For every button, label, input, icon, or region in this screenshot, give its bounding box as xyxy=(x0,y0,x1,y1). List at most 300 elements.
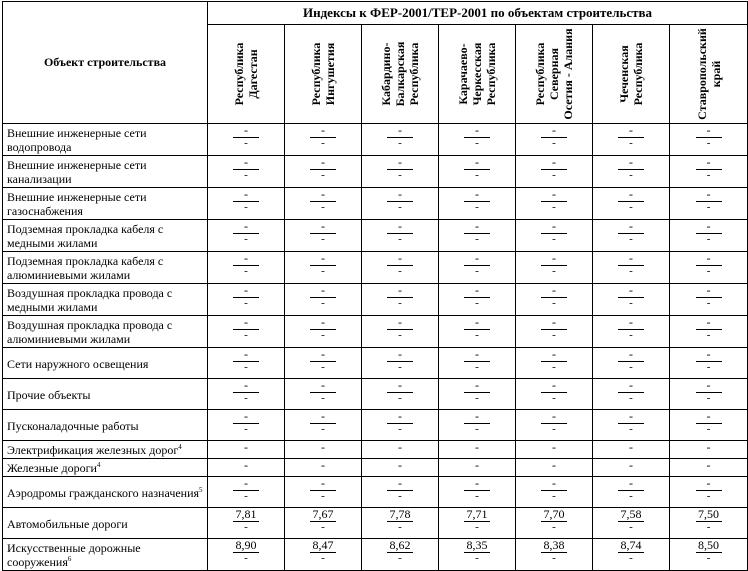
table-row xyxy=(3,220,748,252)
index-numerator: - xyxy=(629,458,633,472)
index-denominator: - xyxy=(552,361,556,373)
index-denominator: - xyxy=(475,423,479,435)
index-numerator: - xyxy=(310,124,336,138)
index-numerator: - xyxy=(541,252,567,266)
index-value-cell xyxy=(208,220,285,252)
index-denominator: - xyxy=(552,552,556,564)
index-denominator: - xyxy=(629,329,633,341)
index-denominator: - xyxy=(629,233,633,245)
index-numerator: 7,67 xyxy=(310,508,336,522)
index-denominator: - xyxy=(706,233,711,245)
table-row xyxy=(3,284,748,316)
index-value-cell xyxy=(670,316,748,348)
index-value-cell xyxy=(516,220,593,252)
index-value-cell xyxy=(439,410,516,441)
index-value-cell xyxy=(593,188,670,220)
index-value-cell xyxy=(516,188,593,220)
index-denominator: - xyxy=(629,552,633,564)
index-value-cell xyxy=(208,508,285,539)
object-name: Искусственные дорожные сооружения xyxy=(7,541,141,569)
object-name: Пусконаладочные работы xyxy=(7,418,139,433)
index-numerator: - xyxy=(387,379,413,393)
index-numerator: - xyxy=(233,156,259,170)
index-value-cell xyxy=(439,459,516,477)
index-value-cell xyxy=(362,539,439,571)
index-denominator: - xyxy=(706,137,711,149)
index-numerator: - xyxy=(233,188,259,202)
index-denominator: - xyxy=(321,552,325,564)
index-denominator: - xyxy=(398,233,402,245)
table-row xyxy=(3,508,748,539)
footnote-mark: 4 xyxy=(96,461,101,469)
index-numerator: - xyxy=(310,220,336,234)
object-name-cell xyxy=(3,348,208,379)
index-denominator: - xyxy=(321,521,325,533)
region-column-label: Республика Северная Осетия - Алания xyxy=(533,28,575,120)
index-value-cell xyxy=(362,348,439,379)
index-value-cell xyxy=(439,379,516,410)
index-numerator: - xyxy=(618,477,644,491)
index-denominator: - xyxy=(398,137,402,149)
index-value-cell xyxy=(208,477,285,508)
index-value-cell xyxy=(208,441,285,459)
index-numerator: - xyxy=(387,284,413,298)
index-denominator: - xyxy=(706,265,711,277)
index-numerator: - xyxy=(629,440,633,454)
index-numerator: - xyxy=(464,410,490,424)
index-denominator: - xyxy=(398,297,402,309)
index-value-cell xyxy=(285,188,362,220)
index-denominator: - xyxy=(244,521,248,533)
region-column-label: Ставропольский край xyxy=(694,28,723,120)
index-numerator: - xyxy=(310,477,336,491)
index-value-cell xyxy=(670,284,748,316)
index-numerator: 8,47 xyxy=(310,539,336,553)
object-name: Воздушная прокладка провода с алюминиевыми жилами xyxy=(7,318,173,346)
index-value-cell xyxy=(208,156,285,188)
index-numerator: - xyxy=(233,379,259,393)
index-numerator: - xyxy=(618,156,644,170)
index-value-cell xyxy=(362,410,439,441)
index-numerator: - xyxy=(475,440,479,454)
region-column-header xyxy=(670,25,748,124)
index-numerator: - xyxy=(552,440,556,454)
index-denominator: - xyxy=(398,423,402,435)
index-value-cell xyxy=(670,348,748,379)
index-numerator: - xyxy=(464,379,490,393)
index-value-cell xyxy=(593,477,670,508)
object-name-cell xyxy=(3,252,208,284)
index-denominator: - xyxy=(552,297,556,309)
index-value-cell xyxy=(516,379,593,410)
object-name-cell xyxy=(3,459,208,477)
index-numerator: - xyxy=(696,410,722,424)
footnote-mark: 5 xyxy=(199,485,203,494)
index-numerator: - xyxy=(696,220,722,234)
index-denominator: - xyxy=(552,201,556,213)
index-numerator: - xyxy=(464,348,490,362)
index-denominator: - xyxy=(706,423,711,435)
index-numerator: - xyxy=(233,316,259,330)
index-denominator: - xyxy=(475,137,479,149)
index-value-cell xyxy=(439,252,516,284)
region-column-label: Республика Дагестан xyxy=(232,42,260,106)
index-denominator: - xyxy=(321,137,325,149)
index-value-cell xyxy=(285,379,362,410)
index-denominator: - xyxy=(629,490,633,502)
index-value-cell xyxy=(285,508,362,539)
index-denominator: - xyxy=(398,361,402,373)
index-numerator: - xyxy=(618,220,644,234)
index-value-cell xyxy=(362,316,439,348)
index-numerator: - xyxy=(706,458,711,472)
index-value-cell xyxy=(285,348,362,379)
index-numerator: - xyxy=(618,348,644,362)
index-numerator: - xyxy=(398,458,402,472)
object-column-label: Объект строительства xyxy=(43,55,167,69)
index-value-cell xyxy=(362,124,439,156)
index-value-cell xyxy=(439,284,516,316)
group-title-header xyxy=(208,2,748,25)
index-value-cell xyxy=(285,316,362,348)
table-row xyxy=(3,188,748,220)
index-numerator: - xyxy=(696,252,722,266)
index-denominator: - xyxy=(321,392,325,404)
index-denominator: - xyxy=(629,297,633,309)
object-name-cell xyxy=(3,156,208,188)
index-numerator: - xyxy=(541,188,567,202)
index-denominator: - xyxy=(552,265,556,277)
index-denominator: - xyxy=(706,552,711,564)
index-value-cell xyxy=(285,477,362,508)
object-name: Железные дороги xyxy=(7,461,97,475)
index-numerator: - xyxy=(696,348,722,362)
index-numerator: - xyxy=(552,458,556,472)
index-value-cell xyxy=(593,410,670,441)
index-numerator: - xyxy=(387,348,413,362)
index-numerator: - xyxy=(233,410,259,424)
index-numerator: - xyxy=(310,410,336,424)
index-value-cell xyxy=(285,441,362,459)
index-numerator: 7,58 xyxy=(618,508,644,522)
index-denominator: - xyxy=(321,329,325,341)
index-denominator: - xyxy=(552,329,556,341)
index-numerator: - xyxy=(310,156,336,170)
index-value-cell xyxy=(593,348,670,379)
index-value-cell xyxy=(208,284,285,316)
index-numerator: - xyxy=(618,124,644,138)
index-value-cell xyxy=(285,220,362,252)
index-numerator: - xyxy=(310,252,336,266)
index-value-cell xyxy=(670,252,748,284)
object-name-cell xyxy=(3,477,208,508)
index-value-cell xyxy=(285,156,362,188)
table-body xyxy=(3,124,748,571)
index-numerator: - xyxy=(244,440,248,454)
index-value-cell xyxy=(362,508,439,539)
index-numerator: 8,38 xyxy=(541,539,567,553)
index-value-cell xyxy=(593,156,670,188)
index-denominator: - xyxy=(629,423,633,435)
index-numerator: - xyxy=(387,188,413,202)
index-value-cell xyxy=(516,477,593,508)
index-denominator: - xyxy=(244,233,248,245)
object-name-cell xyxy=(3,379,208,410)
index-numerator: - xyxy=(387,124,413,138)
table-row xyxy=(3,459,748,477)
table-row xyxy=(3,252,748,284)
index-numerator: - xyxy=(541,379,567,393)
index-denominator: - xyxy=(706,297,711,309)
index-value-cell xyxy=(439,477,516,508)
index-numerator: - xyxy=(541,156,567,170)
index-value-cell xyxy=(516,410,593,441)
index-value-cell xyxy=(362,252,439,284)
index-numerator: 8,90 xyxy=(233,539,259,553)
index-numerator: - xyxy=(233,124,259,138)
index-value-cell xyxy=(593,441,670,459)
index-numerator: - xyxy=(387,156,413,170)
index-denominator: - xyxy=(706,201,711,213)
index-numerator: - xyxy=(321,458,325,472)
table-row xyxy=(3,441,748,459)
index-numerator: - xyxy=(387,477,413,491)
index-value-cell xyxy=(439,220,516,252)
index-denominator: - xyxy=(244,392,248,404)
index-numerator: - xyxy=(696,188,722,202)
index-numerator: - xyxy=(475,458,479,472)
index-value-cell xyxy=(516,156,593,188)
index-table xyxy=(2,1,748,571)
index-denominator: - xyxy=(552,423,556,435)
index-denominator: - xyxy=(244,490,248,502)
index-denominator: - xyxy=(475,329,479,341)
index-denominator: - xyxy=(321,361,325,373)
object-name: Сети наружного освещения xyxy=(7,356,149,371)
index-value-cell xyxy=(208,124,285,156)
index-denominator: - xyxy=(398,521,402,533)
index-denominator: - xyxy=(706,392,711,404)
index-value-cell xyxy=(362,284,439,316)
index-value-cell xyxy=(670,410,748,441)
index-numerator: - xyxy=(541,124,567,138)
region-column-header xyxy=(208,25,285,124)
index-numerator: - xyxy=(310,284,336,298)
index-value-cell xyxy=(208,459,285,477)
index-numerator: - xyxy=(310,348,336,362)
index-denominator: - xyxy=(706,361,711,373)
index-denominator: - xyxy=(398,201,402,213)
index-denominator: - xyxy=(244,297,248,309)
table-row xyxy=(3,539,748,571)
index-denominator: - xyxy=(475,490,479,502)
index-denominator: - xyxy=(321,490,325,502)
index-denominator: - xyxy=(552,169,556,181)
table-row xyxy=(3,477,748,508)
index-numerator: - xyxy=(696,379,722,393)
index-denominator: - xyxy=(629,392,633,404)
index-numerator: - xyxy=(233,477,259,491)
index-value-cell xyxy=(285,252,362,284)
index-denominator: - xyxy=(475,233,479,245)
index-numerator: - xyxy=(233,252,259,266)
index-numerator: - xyxy=(696,156,722,170)
index-denominator: - xyxy=(475,521,479,533)
object-name: Воздушная прокладка провода с медными жилами xyxy=(7,286,173,314)
index-denominator: - xyxy=(321,233,325,245)
table-row xyxy=(3,156,748,188)
index-value-cell xyxy=(516,508,593,539)
index-numerator: - xyxy=(387,410,413,424)
index-value-cell xyxy=(670,508,748,539)
object-name: Подземная прокладка кабеля с алюминиевыми жилами xyxy=(7,254,164,282)
index-denominator: - xyxy=(244,169,248,181)
index-numerator: - xyxy=(541,410,567,424)
index-value-cell xyxy=(362,459,439,477)
index-numerator: - xyxy=(310,316,336,330)
index-numerator: - xyxy=(310,379,336,393)
index-numerator: 7,50 xyxy=(696,508,722,522)
index-denominator: - xyxy=(629,521,633,533)
index-numerator: - xyxy=(398,440,402,454)
index-denominator: - xyxy=(398,329,402,341)
index-denominator: - xyxy=(629,137,633,149)
index-value-cell xyxy=(670,379,748,410)
index-numerator: - xyxy=(233,348,259,362)
index-denominator: - xyxy=(629,201,633,213)
index-denominator: - xyxy=(244,329,248,341)
index-numerator: - xyxy=(696,477,722,491)
index-value-cell xyxy=(593,508,670,539)
index-numerator: - xyxy=(706,440,711,454)
index-value-cell xyxy=(516,124,593,156)
index-value-cell xyxy=(516,441,593,459)
index-denominator: - xyxy=(244,552,248,564)
object-column-header xyxy=(3,2,208,124)
index-denominator: - xyxy=(552,521,556,533)
index-denominator: - xyxy=(321,297,325,309)
index-numerator: - xyxy=(387,316,413,330)
index-value-cell xyxy=(208,379,285,410)
index-denominator: - xyxy=(475,392,479,404)
index-numerator: 7,70 xyxy=(541,508,567,522)
index-value-cell xyxy=(208,252,285,284)
index-denominator: - xyxy=(321,265,325,277)
index-value-cell xyxy=(439,156,516,188)
index-numerator: - xyxy=(541,477,567,491)
index-numerator: - xyxy=(618,252,644,266)
index-denominator: - xyxy=(552,490,556,502)
index-numerator: - xyxy=(464,188,490,202)
index-value-cell xyxy=(439,539,516,571)
index-numerator: - xyxy=(541,284,567,298)
index-value-cell xyxy=(439,188,516,220)
table-row xyxy=(3,316,748,348)
index-value-cell xyxy=(439,124,516,156)
index-denominator: - xyxy=(244,201,248,213)
index-numerator: - xyxy=(541,316,567,330)
index-numerator: - xyxy=(321,440,325,454)
object-name-cell xyxy=(3,410,208,441)
index-denominator: - xyxy=(244,265,248,277)
index-numerator: - xyxy=(696,316,722,330)
index-value-cell xyxy=(362,477,439,508)
index-value-cell xyxy=(670,459,748,477)
index-value-cell xyxy=(208,410,285,441)
object-name: Электрификация железных дорог xyxy=(7,443,179,457)
index-numerator: 8,50 xyxy=(696,539,722,553)
index-denominator: - xyxy=(475,552,479,564)
index-value-cell xyxy=(670,188,748,220)
index-denominator: - xyxy=(398,169,402,181)
index-numerator: 7,78 xyxy=(387,508,413,522)
index-value-cell xyxy=(208,348,285,379)
object-name: Внешние инженерные сети канализации xyxy=(7,158,147,186)
index-value-cell xyxy=(362,188,439,220)
index-numerator: - xyxy=(464,124,490,138)
index-denominator: - xyxy=(552,137,556,149)
index-value-cell xyxy=(285,124,362,156)
index-value-cell xyxy=(516,252,593,284)
group-title: Индексы к ФЕР-2001/ТЕР-2001 по объектам строительства xyxy=(303,5,653,20)
index-numerator: - xyxy=(233,220,259,234)
index-numerator: - xyxy=(310,188,336,202)
object-name-cell xyxy=(3,441,208,459)
index-numerator: - xyxy=(541,220,567,234)
index-value-cell xyxy=(362,156,439,188)
index-value-cell xyxy=(208,539,285,571)
index-numerator: - xyxy=(464,477,490,491)
index-numerator: - xyxy=(464,316,490,330)
index-denominator: - xyxy=(244,423,248,435)
index-value-cell xyxy=(516,539,593,571)
index-numerator: - xyxy=(464,220,490,234)
index-value-cell xyxy=(593,252,670,284)
index-value-cell xyxy=(593,539,670,571)
index-numerator: - xyxy=(541,348,567,362)
index-value-cell xyxy=(439,441,516,459)
object-name-cell xyxy=(3,188,208,220)
index-value-cell xyxy=(593,459,670,477)
index-value-cell xyxy=(593,124,670,156)
index-denominator: - xyxy=(244,361,248,373)
table-row xyxy=(3,124,748,156)
index-value-cell xyxy=(362,379,439,410)
region-column-header xyxy=(439,25,516,124)
index-numerator: - xyxy=(233,284,259,298)
index-value-cell xyxy=(670,124,748,156)
index-value-cell xyxy=(285,410,362,441)
region-column-header xyxy=(362,25,439,124)
index-denominator: - xyxy=(475,169,479,181)
index-value-cell xyxy=(362,220,439,252)
index-value-cell xyxy=(516,459,593,477)
object-name: Внешние инженерные сети газоснабжения xyxy=(7,190,147,218)
object-name-cell xyxy=(3,508,208,539)
index-value-cell xyxy=(285,284,362,316)
index-numerator: - xyxy=(464,284,490,298)
index-denominator: - xyxy=(321,423,325,435)
index-denominator: - xyxy=(475,201,479,213)
index-numerator: - xyxy=(618,316,644,330)
index-value-cell xyxy=(670,220,748,252)
index-denominator: - xyxy=(706,521,711,533)
index-denominator: - xyxy=(398,490,402,502)
table-row xyxy=(3,348,748,379)
index-numerator: - xyxy=(696,284,722,298)
object-name: Автомобильные дороги xyxy=(7,516,128,531)
index-value-cell xyxy=(593,284,670,316)
